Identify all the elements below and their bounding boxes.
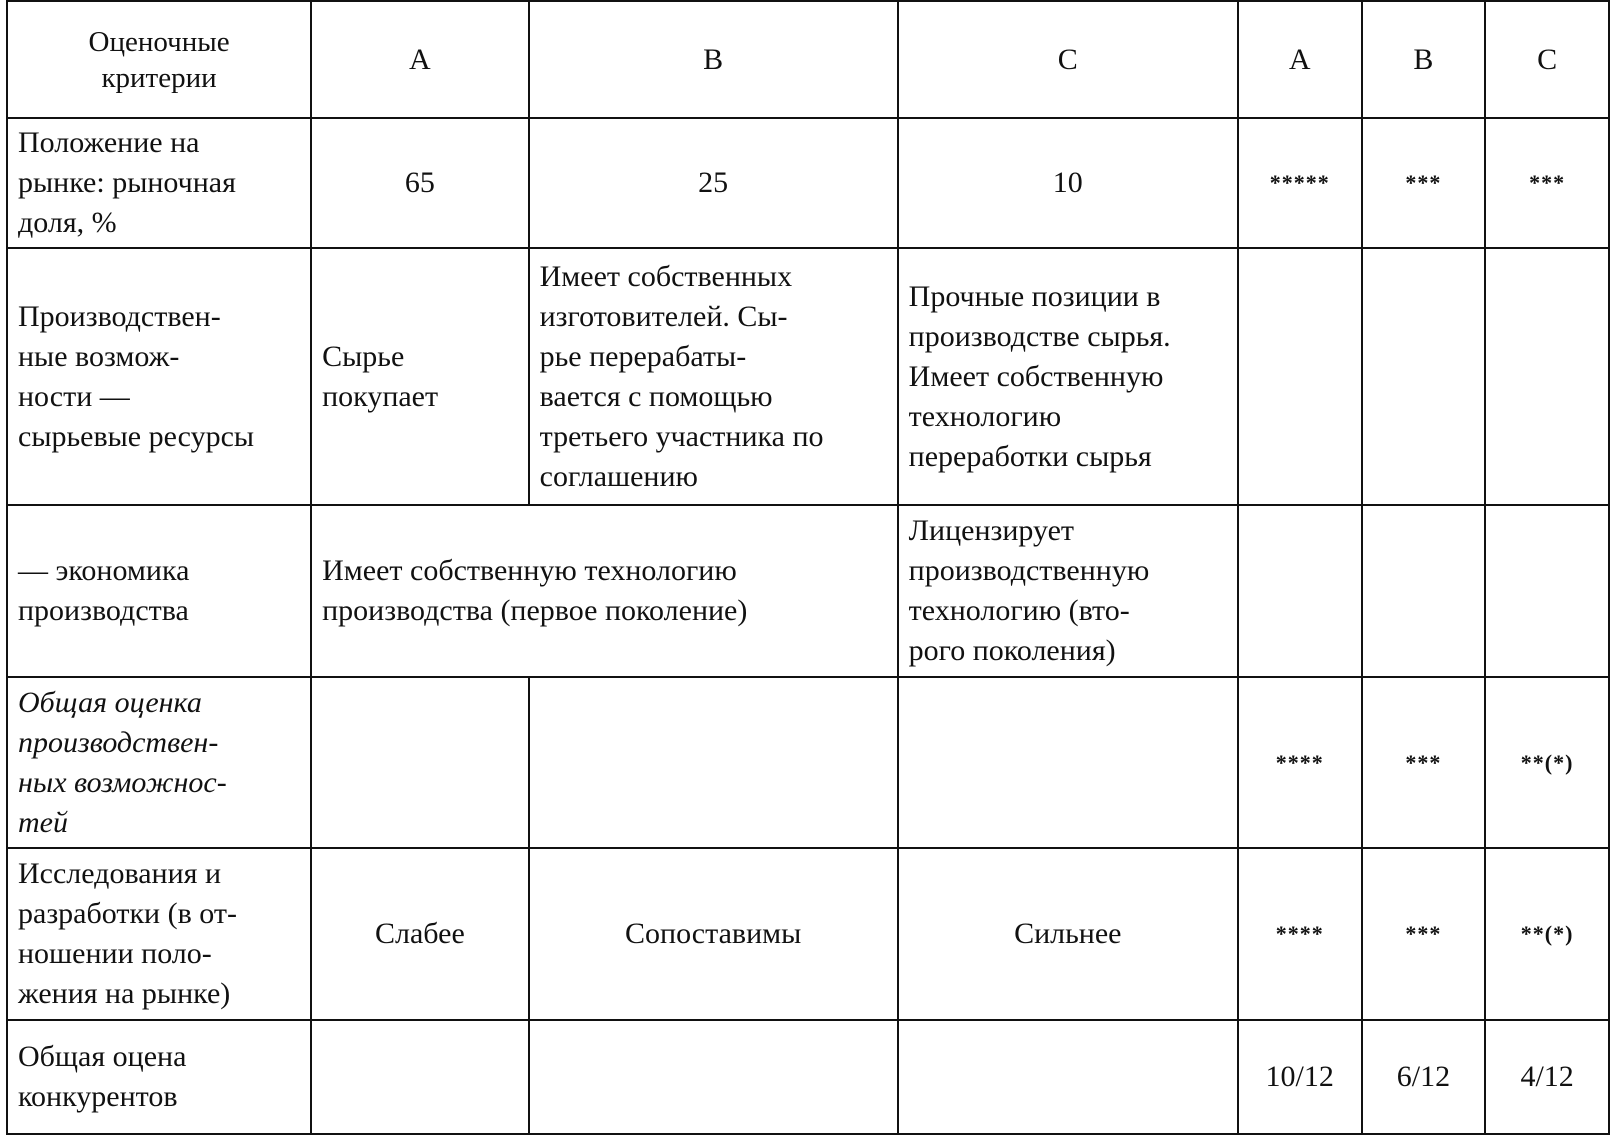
research-development-b: Сопоставимы <box>529 848 898 1020</box>
research-development-a: Слабее <box>311 848 529 1020</box>
label-overall-production: Общая оценка производствен- ных возможнос- тей <box>7 677 311 848</box>
research-development-rating-c: **(*) <box>1485 848 1609 1020</box>
production-economics-rating-b <box>1362 505 1486 677</box>
market-share-a: 65 <box>311 118 529 248</box>
overall-production-b <box>529 677 898 848</box>
label-total-assessment: Общая оцена конкурентов <box>7 1020 311 1134</box>
label-market-position: Положение на рынке: рыночная доля, % <box>7 118 311 248</box>
production-resources-rating-c <box>1485 248 1609 505</box>
label-production-economics: — экономика производства <box>7 505 311 677</box>
row-market-position <box>7 118 1609 248</box>
header-rating-b: B <box>1362 1 1486 118</box>
market-share-c: 10 <box>898 118 1238 248</box>
total-score-c: 4/12 <box>1485 1020 1609 1134</box>
total-assessment-c <box>898 1020 1238 1134</box>
label-research-development: Исследования и разработки (в от- ношении поло- жения на рынке) <box>7 848 311 1020</box>
production-economics-rating-a <box>1238 505 1362 677</box>
overall-production-c <box>898 677 1238 848</box>
row-production-resources <box>7 248 1609 505</box>
market-rating-b: *** <box>1362 118 1486 248</box>
production-economics-rating-c <box>1485 505 1609 677</box>
production-resources-rating-b <box>1362 248 1486 505</box>
overall-production-rating-a: **** <box>1238 677 1362 848</box>
production-resources-b: Имеет собственных изготовителей. Сы- рье перерабаты- вается с помощью третьего участника по соглашению <box>529 248 898 505</box>
production-resources-a: Сырье покупает <box>311 248 529 505</box>
header-company-c: C <box>898 1 1238 118</box>
row-overall-production <box>7 677 1609 848</box>
research-development-rating-a: **** <box>1238 848 1362 1020</box>
header-rating-c: C <box>1485 1 1609 118</box>
overall-production-rating-c: **(*) <box>1485 677 1609 848</box>
label-production-resources: Производствен- ные возмож- ности — сырьевые ресурсы <box>7 248 311 505</box>
research-development-c: Сильнее <box>898 848 1238 1020</box>
header-company-a: A <box>311 1 529 118</box>
header-row <box>7 1 1609 118</box>
header-company-b: B <box>529 1 898 118</box>
row-research-development <box>7 848 1609 1020</box>
production-resources-rating-a <box>1238 248 1362 505</box>
overall-production-a <box>311 677 529 848</box>
row-total-assessment <box>7 1020 1609 1134</box>
header-rating-a: A <box>1238 1 1362 118</box>
market-share-b: 25 <box>529 118 898 248</box>
header-criteria: Оценочные критерии <box>7 1 311 118</box>
market-rating-c: *** <box>1485 118 1609 248</box>
overall-production-rating-b: *** <box>1362 677 1486 848</box>
row-production-economics <box>7 505 1609 677</box>
production-resources-c: Прочные позиции в производстве сырья. Имеет собственную технологию переработки сырья <box>898 248 1238 505</box>
total-assessment-a <box>311 1020 529 1134</box>
total-assessment-b <box>529 1020 898 1134</box>
total-score-a: 10/12 <box>1238 1020 1362 1134</box>
production-economics-c: Лицензирует производственную технологию (вто- рого поколения) <box>898 505 1238 677</box>
market-rating-a: ***** <box>1238 118 1362 248</box>
total-score-b: 6/12 <box>1362 1020 1486 1134</box>
production-economics-ab: Имеет собственную технологию производства (первое поколение) <box>311 505 898 677</box>
research-development-rating-b: *** <box>1362 848 1486 1020</box>
competitor-assessment-table <box>6 0 1610 1135</box>
